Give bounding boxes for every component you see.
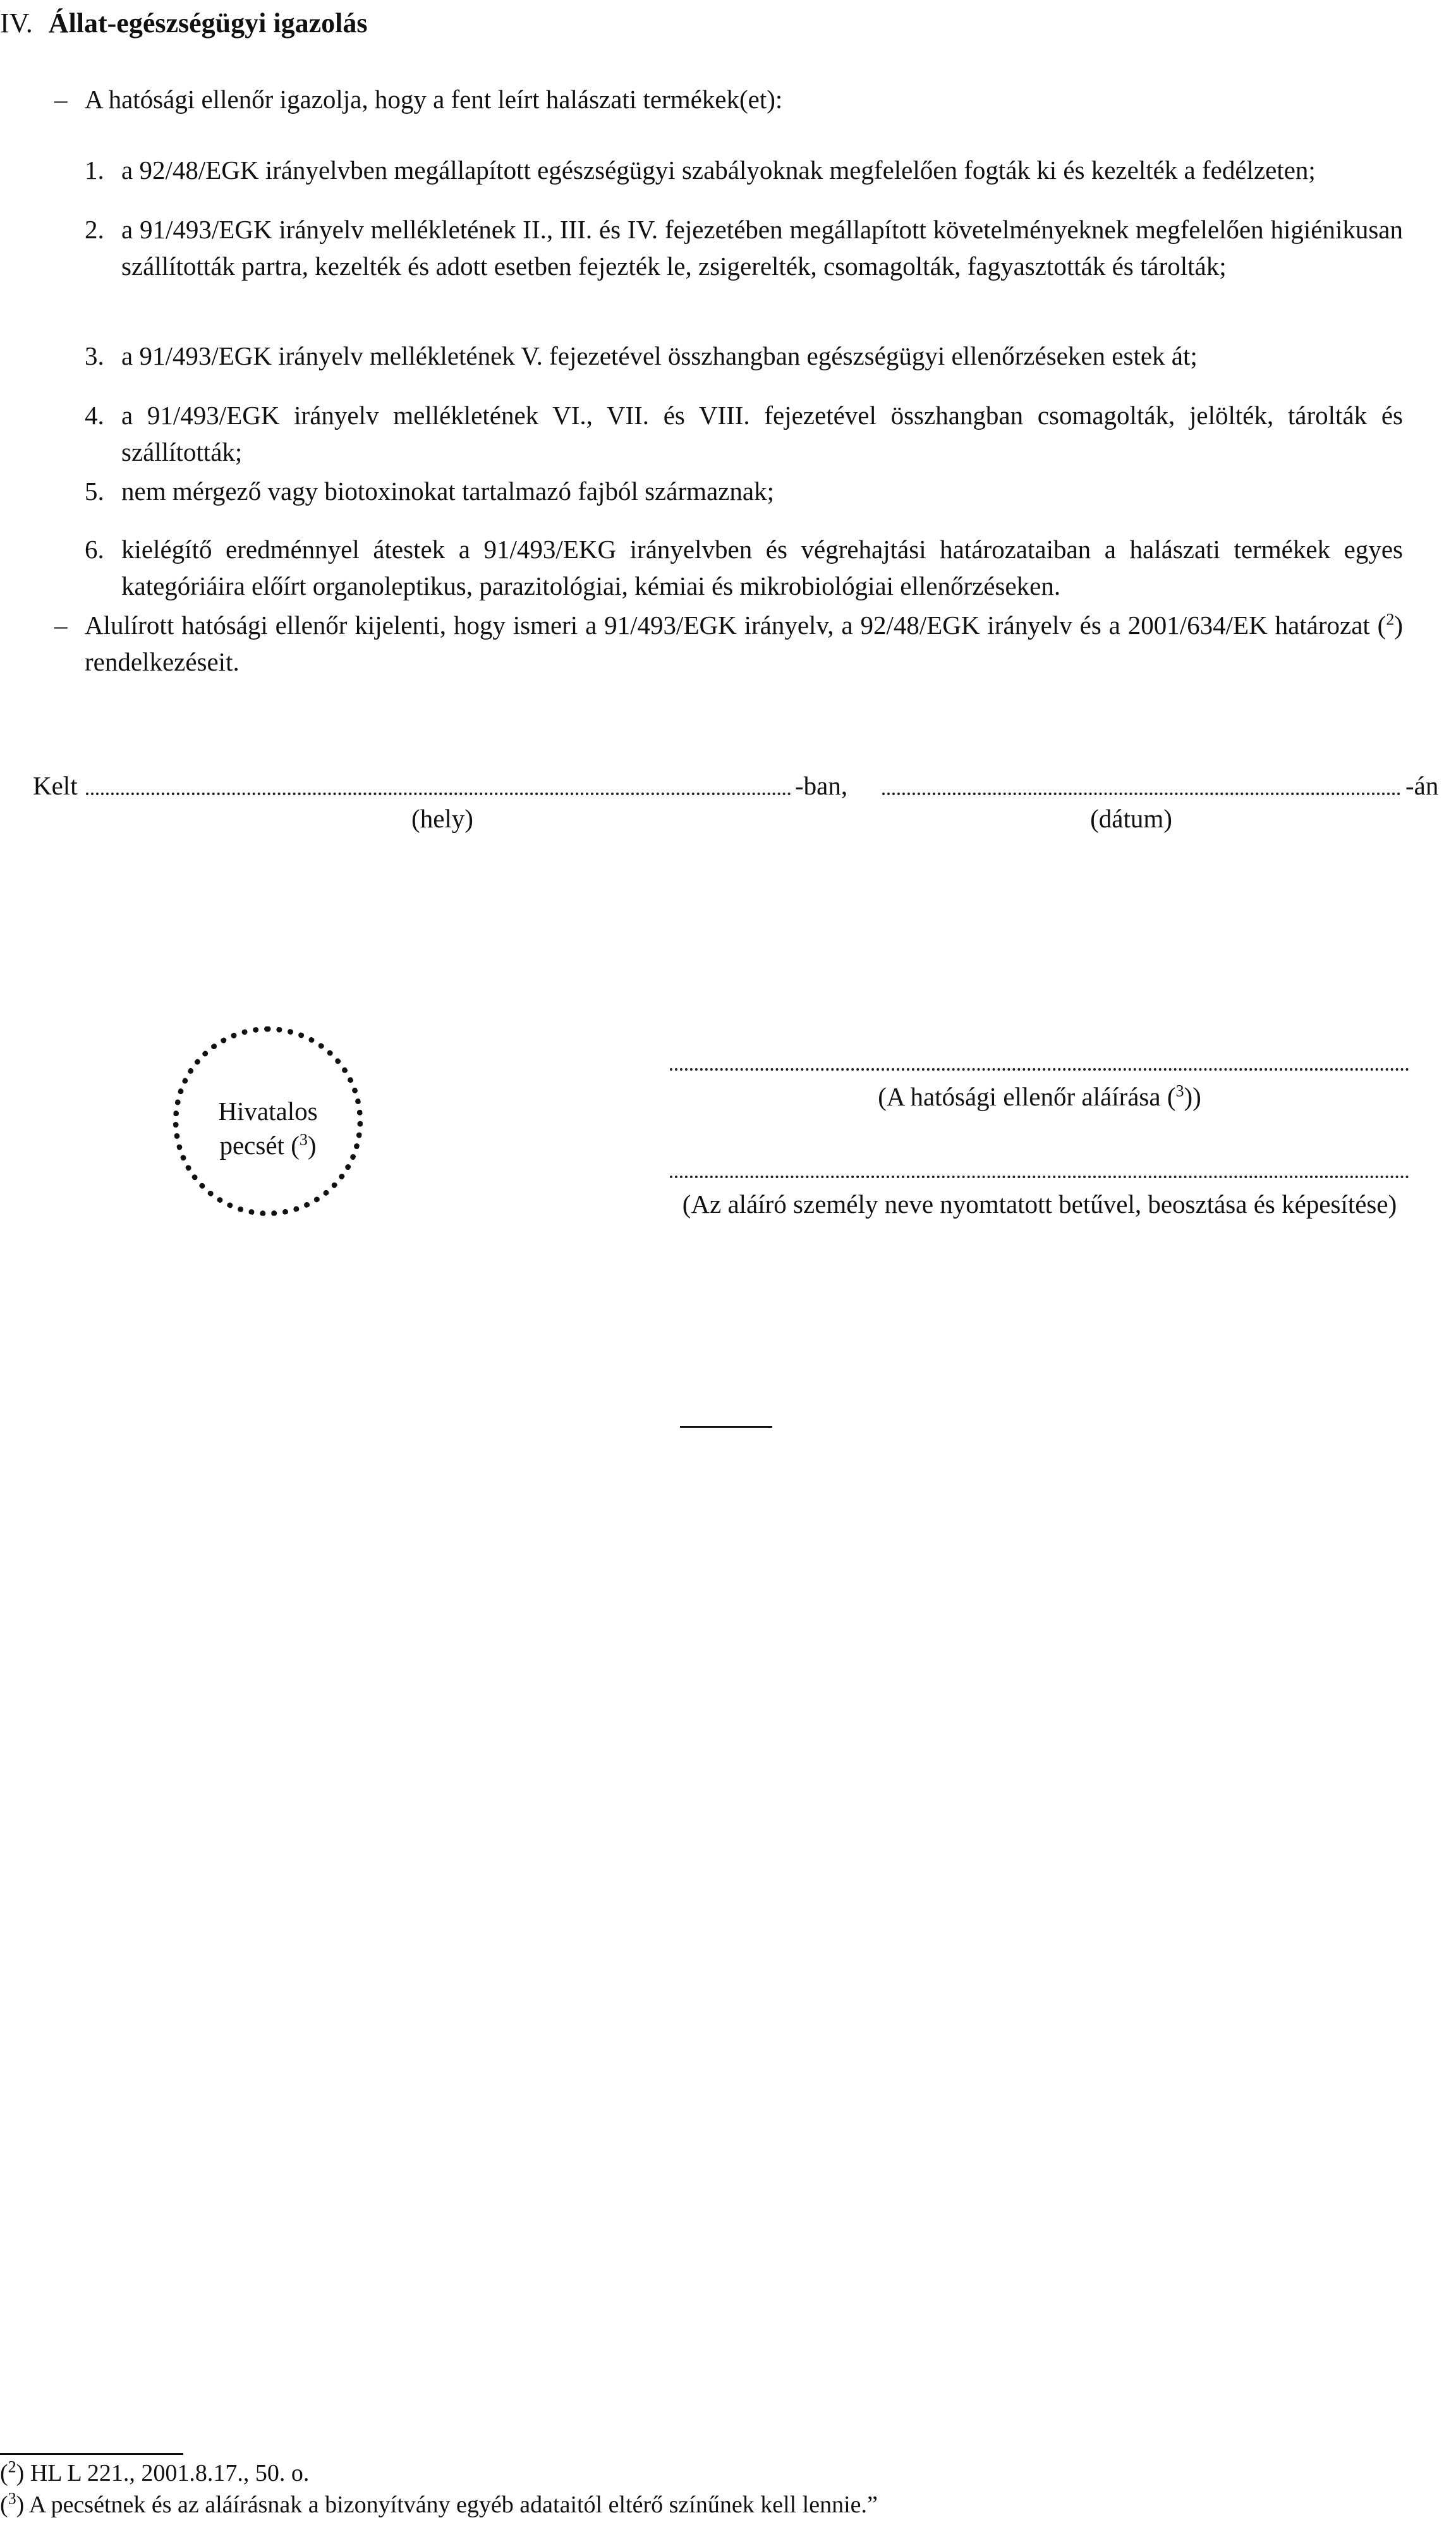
footnote: ($^2$) HL L 221., 2001.8.17., 50. o. — [0, 2457, 310, 2486]
kelt-an: -án — [1405, 771, 1439, 800]
signer-name-field[interactable] — [670, 1176, 1409, 1178]
footnote-rule — [0, 2453, 183, 2455]
separator-line — [680, 1426, 772, 1428]
signer-name-caption: (Az aláíró személy neve nyomtatott betűvel, beosztása és képesítése) — [682, 1189, 1397, 1219]
section-number: IV. — [0, 8, 33, 39]
signature-label: (A hatósági ellenőr aláírása — [878, 1082, 1161, 1111]
item-number: 4. — [85, 401, 104, 430]
list-item: kielégítő eredménnyel átestek a 91/493/EKG irányelvben és végrehajtási határozataiban a halászati termékek egyes kategóriáira előírt organoleptikus, parazitológiai, kémiai és mikrobiológiai ellenőrzéseken. — [121, 535, 1403, 600]
footnote-ref: 3 — [1175, 1081, 1184, 1100]
declaration-tail: rendelkezéseit. — [85, 647, 240, 676]
list-item: a 92/48/EGK irányelvben megállapított egészségügyi szabályoknak megfelelően fogták ki és kezelték a fedélzeten; — [121, 155, 1316, 185]
place-caption: (hely) — [411, 804, 473, 833]
date-field[interactable] — [882, 793, 1400, 795]
item-number: 3. — [85, 341, 104, 370]
item-number: 2. — [85, 215, 104, 244]
footnote-text: A pecsétnek és az aláírásnak a bizonyítvány egyéb adataitól eltérő színűnek kell lennie.” — [28, 2492, 878, 2518]
list-item: a 91/493/EGK irányelv mellékletének VI., VII. és VIII. fejezetével összhangban csomagolták, jelölték, tárolták és szállították; — [121, 401, 1403, 466]
footnote-ref: 2 — [1386, 610, 1395, 629]
section-heading — [0, 5, 367, 42]
kelt-label: Kelt — [33, 771, 78, 800]
signature-caption: (A hatósági ellenőr aláírása ($^3$)) — [878, 1081, 1201, 1111]
section-title: Állat-egészségügyi igazolás — [48, 8, 368, 39]
item-number: 1. — [85, 155, 104, 185]
place-field[interactable] — [86, 793, 791, 795]
footnote-number: 2 — [8, 2457, 16, 2476]
stamp-line2: pecsét ($^3$) — [219, 1130, 317, 1160]
item-number: 5. — [85, 477, 104, 506]
stamp-label: pecsét — [219, 1131, 284, 1160]
date-caption: (dátum) — [1090, 804, 1172, 833]
declaration-text: Alulírott hatósági ellenőr kijelenti, hogy ismeri a 91/493/EGK irányelv, a 92/48/EGK irányelv és a 2001/634/EK határozat ($^2$) rendelkezéseit. — [85, 610, 1403, 676]
declaration-dash: – — [54, 611, 68, 640]
item-number: 6. — [85, 535, 104, 564]
official-stamp — [173, 1026, 363, 1216]
intro-text: A hatósági ellenőr igazolja, hogy a fent leírt halászati termékek(et): — [85, 85, 783, 114]
footnote: ($^3$) A pecsétnek és az aláírásnak a bizonyítvány egyéb adataitól eltérő színűnek kell lennie.” — [0, 2489, 878, 2518]
list-item: nem mérgező vagy biotoxinokat tartalmazó fajból származnak; — [121, 477, 774, 506]
stamp-line1: Hivatalos — [218, 1097, 318, 1126]
signature-field[interactable] — [670, 1068, 1409, 1071]
footnote-text: HL L 221., 2001.8.17., 50. o. — [30, 2460, 310, 2486]
declaration-body: Alulírott hatósági ellenőr kijelenti, hogy ismeri a 91/493/EGK irányelv, a 92/48/EGK irányelv és a 2001/634/EK határozat — [85, 611, 1370, 640]
footnote-number: 3 — [8, 2489, 16, 2508]
footnote-ref: 3 — [299, 1130, 308, 1149]
kelt-ban: -ban, — [795, 771, 848, 800]
list-item: a 91/493/EGK irányelv mellékletének II., III. és IV. fejezetében megállapított követelményeknek megfelelően higiénikusan szállították partra, kezelték és adott esetben fejezték le, zsigerelték, csomagolták, fagyasztották és tárolták; — [121, 215, 1403, 281]
list-item: a 91/493/EGK irányelv mellékletének V. fejezetével összhangban egészségügyi ellenőrzéseken estek át; — [121, 341, 1198, 370]
intro-dash: – — [54, 85, 68, 114]
